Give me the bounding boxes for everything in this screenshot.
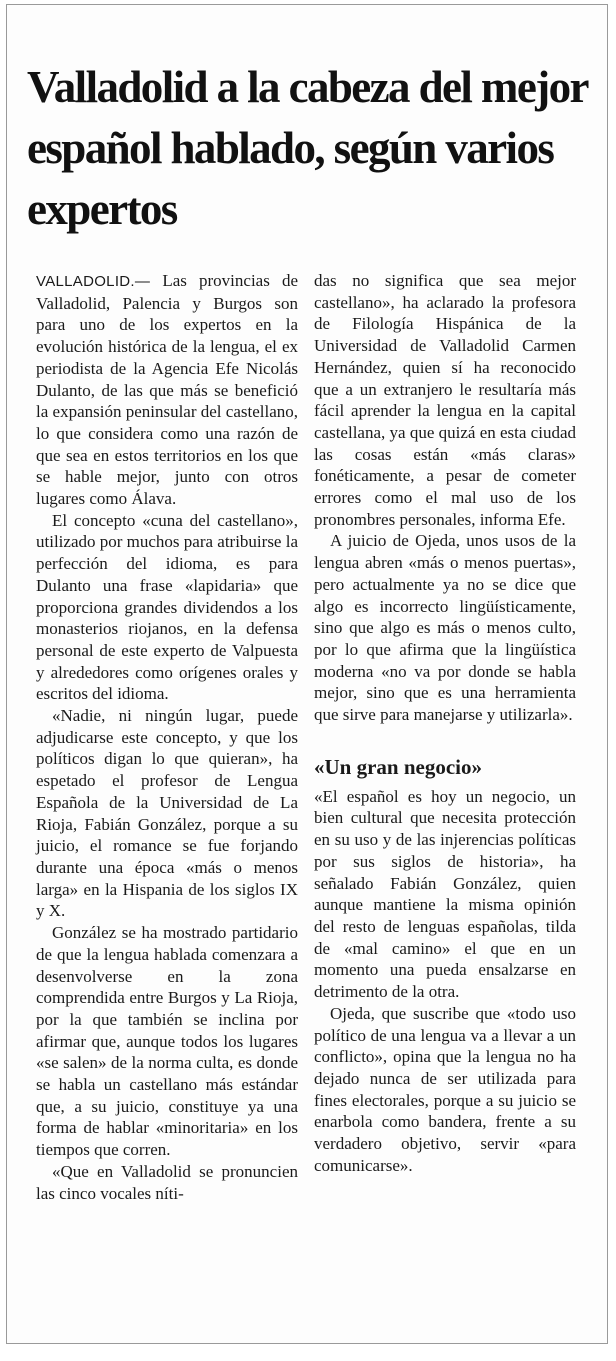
subheading: «Un gran negocio»: [314, 754, 482, 779]
paragraph-3: «Nadie, ni ningún lugar, puede adjudicarse este concepto, y que los políticos digan lo que quieran», ha espetado el profesor de Lengua Española de la Universidad de La Rioja, Fabián González, porque a su juicio, el romance se fue forjando durante una época «más o menos larga» en la Hispania de los siglos IX y X.: [36, 706, 298, 921]
paragraph-2: El concepto «cuna del castellano», utilizado por muchos para atribuirse la perfección del idioma, es para Dulanto una frase «lapidaria» que proporciona grandes dividendos a los monasterios riojanos, en la defensa personal de este experto de Valpuesta y alrededores como orígenes orales y escritos del idioma.: [36, 510, 298, 704]
paragraph-6: das no significa que sea mejor castellano», ha aclarado la profesora de Filología Hispánica de la Universidad de Valladolid Carmen Hernández, quien sí ha reconocido que a un extranjero le resultaría más fácil aprender la lengua en la capital castellana, ya que quizá en esta ciudad las cosas están «más claras» fonéticamente, a pesar de cometer errores como el mal uso de los pronombres personales, informa Efe.: [314, 271, 576, 529]
paragraph-4: González se ha mostrado partidario de que la lengua hablada comenzara a desenvolverse en la zona comprendida entre Burgos y La Rioja, por la que también se inclina por afirmar que, aunque todos los lugares «se salen» de la norma culta, es donde se habla un castellano más estándar que, a su juicio, constituye ya una forma de hablar «minoritaria» en los tiempos que corren.: [36, 923, 298, 1160]
paragraph-8: «El español es hoy un negocio, un bien cultural que necesita protección en su uso y de las injerencias políticas por sus siglos de historia», ha señalado Fabián González, quien aunque mantiene la misma opinión del resto de lenguas españolas, tilda de «mal camino» el que en un momento una pueda ensalzarse en detrimento de la otra.: [314, 786, 576, 1002]
column-left: [36, 270, 298, 1204]
paragraph-9: Ojeda, que suscribe que «todo uso político de una lengua va a llevar a un conflicto», opina que la lengua no ha dejado nunca de ser utilizada para fines electorales, porque a su juicio se enarbola como bandera, frente a su verdadero objetivo, servir «para comunicarse».: [314, 1003, 576, 1175]
paragraph-7: A juicio de Ojeda, unos usos de la lengua abren «más o menos puertas», pero actualmente ya no se dice que algo es incorrecto lingüísticamente, sino que algo es más o menos culto, por lo que afirma que la lingüística moderna «no va por donde se habla mejor, sino que es una herramienta que sirve para manejarse y utilizarla».: [314, 531, 576, 725]
newspaper-clipping: [6, 4, 608, 1344]
paragraph-1: [36, 270, 298, 510]
column-right: [314, 270, 576, 1176]
paragraph-5: «Que en Valladolid se pronuncien las cinco vocales níti-: [36, 1161, 298, 1203]
headline: Valladolid a la cabeza del mejor español hablado, según varios expertos: [27, 62, 588, 234]
paragraph-1-text: Las provincias de Valladolid, Palencia y Burgos son para uno de los expertos en la evolución histórica de la lengua, el ex periodista de la Agencia Efe Nicolás Dulanto, de las que más se benefició la expansión peninsular del castellano, lo que considera como una razón de que sea en estos territorios en los que se hable mejor, junto con otros lugares como Álava.: [36, 271, 299, 509]
dateline: VALLADOLID.—: [36, 273, 151, 290]
